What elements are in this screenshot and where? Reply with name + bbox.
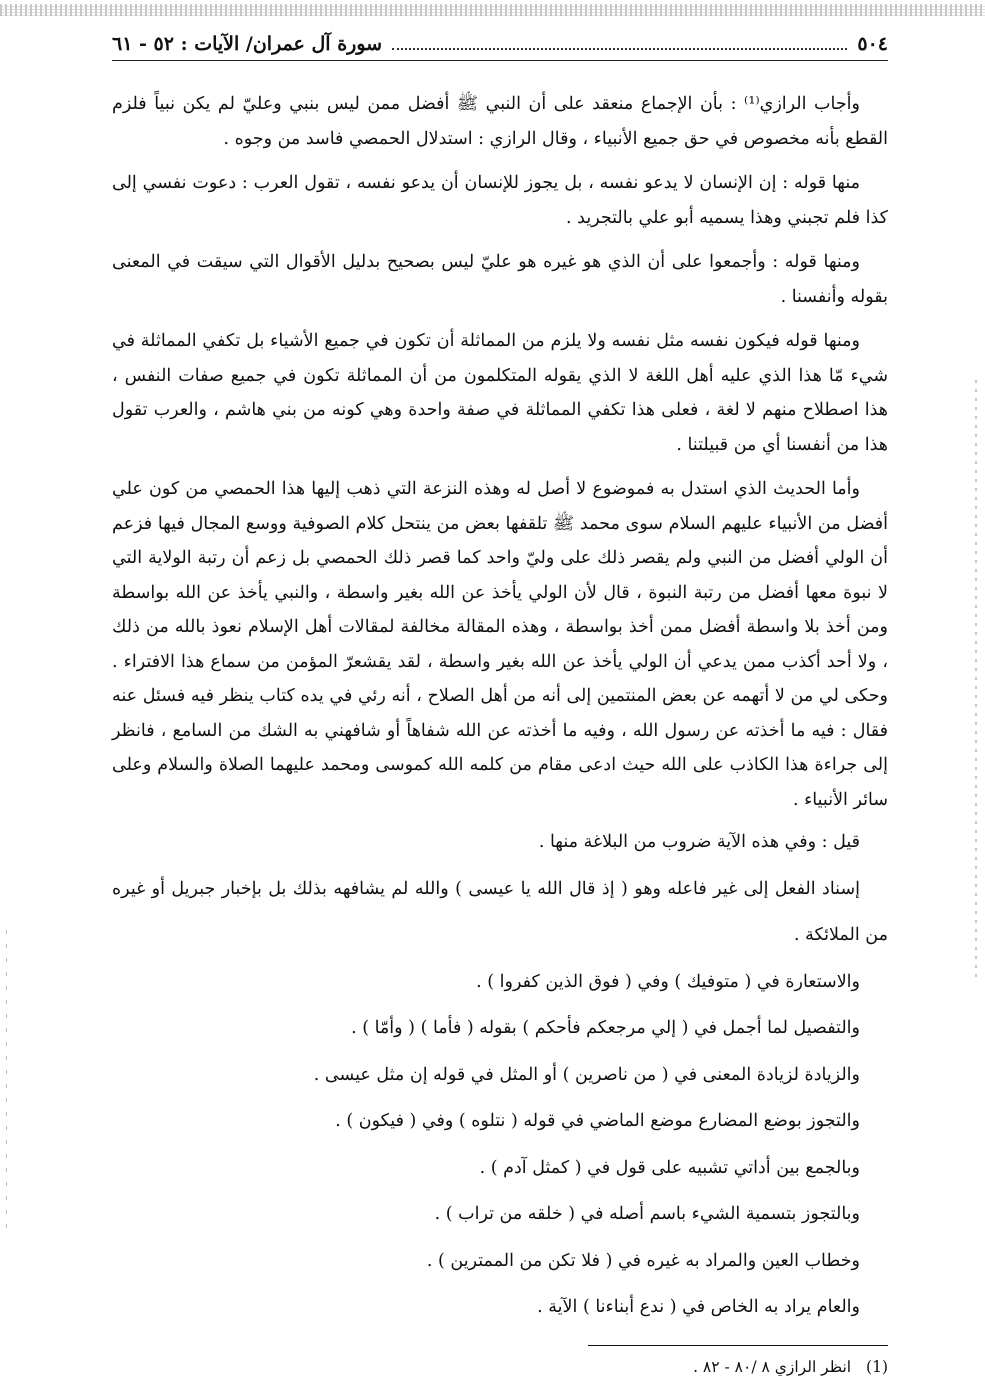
paragraph: ومنها قوله فيكون نفسه مثل نفسه ولا يلزم من المماثلة أن تكون في جميع الأشياء بل تكفي المماثلة في شيء مّا هذا الذي عليه أهل اللغة لا الذي يقوله المتكلمون من أن المماثلة تكون في جميع صفات النفس ، هذا اصطلاح منهم لا لغة ، فعلى هذا تكفي المماثلة في صفة واحدة وهي كونه من بني هاشم ، والعرب تقول هذا من أنفسنا أي من قبيلتنا . bbox=[112, 331, 888, 455]
list-item: والعام يراد به الخاص في ( ندع أبناءنا ) الآية . bbox=[537, 1297, 860, 1317]
list-item: والزيادة لزيادة المعنى في ( من ناصرين ) أو المثل في قوله إن مثل عيسى . bbox=[313, 1064, 860, 1085]
body-text bbox=[112, 87, 888, 1331]
page-top-border bbox=[0, 4, 985, 16]
list-item: والاستعارة في ( متوفيك ) وفي ( فوق الذين كفروا ) . bbox=[476, 971, 860, 992]
page-header bbox=[112, 30, 888, 61]
footnote-number: (1) bbox=[866, 1357, 888, 1376]
header-leader-dots bbox=[392, 48, 847, 50]
list-item: والتجوز بوضع المضارع موضع الماضي في قوله ( نتلوه ) وفي ( فيكون ) . bbox=[335, 1111, 860, 1131]
footnote-text: انظر الرازي ٨ /٨٠ - ٨٢ . bbox=[693, 1357, 852, 1376]
paragraph: ومنها قوله : وأجمعوا على أن الذي هو غيره هو عليّ ليس بصحيح بدليل الأقوال التي سيقت في المعنى بقوله وأنفسنا . bbox=[112, 252, 888, 307]
footnote-rule bbox=[588, 1345, 888, 1346]
paragraph: وأما الحديث الذي استدل به فموضوع لا أصل له وهذه النزعة التي ذهب إليها هذا الحمصي من كون علي أفضل من الأنبياء عليهم السلام سوى محمد ﷺ تلقفها بعض من ينتحل كلام الصوفية ووسع المجال فيها فزعم أن الولي أفضل من النبي ولم يقصر ذلك على وليّ واحد كما قصر ذلك الحمصي بل زعم أن رتبة الولاية التي لا نبوة معها أفضل من رتبة النبوة ، قال لأن الولي يأخذ عن الله بغير واسطة ، والنبي يأخذ عن الله بواسطة ومن أخذ بلا واسطة أفضل ممن أخذ بواسطة ، وهذه المقالة مخالفة لمقالات أهل الإسلام نعوذ بالله من ذلك ، ولا أحد أكذب ممن يدعي أن الولي يأخذ عن الله بغير واسطة ، لقد يقشعرّ المؤمن من سماع هذا الافتراء . وحكى لي من لا أتهمه عن بعض المنتمين إلى أنه من أهل الصلاح ، أنه رئي في يده كتاب ينظر فيه فسئل عنه فقال : فيه ما أخذته عن رسول الله ، وفيه ما أخذته عن الله شفاهاً أو شافهني به الشك من السامع ، فانظر إلى جراءة هذا الكاذب على الله حيث ادعى مقام من كلمه الله كموسى ومحمد عليهما الصلاة والسلام وعلى سائر الأنبياء . bbox=[112, 479, 888, 810]
paragraph: منها قوله : إن الإنسان لا يدعو نفسه ، بل يجوز للإنسان أن يدعو نفسه ، تقول العرب : دعوت نفسي إلى كذا فلم تجبني وهذا يسميه أبو علي بالتجريد . bbox=[112, 173, 888, 228]
page-number: ٥٠٤ bbox=[857, 33, 888, 55]
list-item: وبالتجوز بتسمية الشيء باسم أصله في ( خلقه من تراب ) . bbox=[434, 1204, 860, 1224]
rhetoric-list bbox=[112, 819, 888, 1331]
paragraph: وأجاب الرازي⁽¹⁾ : بأن الإجماع منعقد على أن النبي ﷺ أفضل ممن ليس بنبي وعليّ لم يكن نبياً فلزم القطع بأنه مخصوص في حق جميع الأنبياء ، وقال الرازي : استدلال الحمصي فاسد من وجوه . bbox=[112, 94, 888, 149]
list-item: وبالجمع بين أداتي تشبيه على قول في ( كمثل آدم ) . bbox=[479, 1157, 860, 1178]
list-item: والتفصيل لما أجمل في ( إلي مرجعكم فأحكم ) بقوله ( فأما ) ( وأمّا ) . bbox=[351, 1018, 860, 1038]
footnote bbox=[112, 1352, 888, 1382]
list-item: إسناد الفعل إلى غير فاعله وهو ( إذ قال الله يا عيسى ) والله لم يشافهه بذلك بل بإخبار جبريل أو غيره من الملائكة . bbox=[112, 878, 888, 945]
document-page bbox=[112, 30, 888, 1382]
running-title: سورة آل عمران/ الآيات : ٥٢ - ٦١ bbox=[112, 33, 383, 55]
scan-edge-mark bbox=[6, 930, 7, 1230]
scan-edge-mark bbox=[975, 380, 977, 980]
list-item: وخطاب العين والمراد به غيره في ( فلا تكن من الممترين ) . bbox=[426, 1250, 860, 1271]
list-item: قيل : وفي هذه الآية ضروب من البلاغة منها . bbox=[538, 832, 860, 852]
